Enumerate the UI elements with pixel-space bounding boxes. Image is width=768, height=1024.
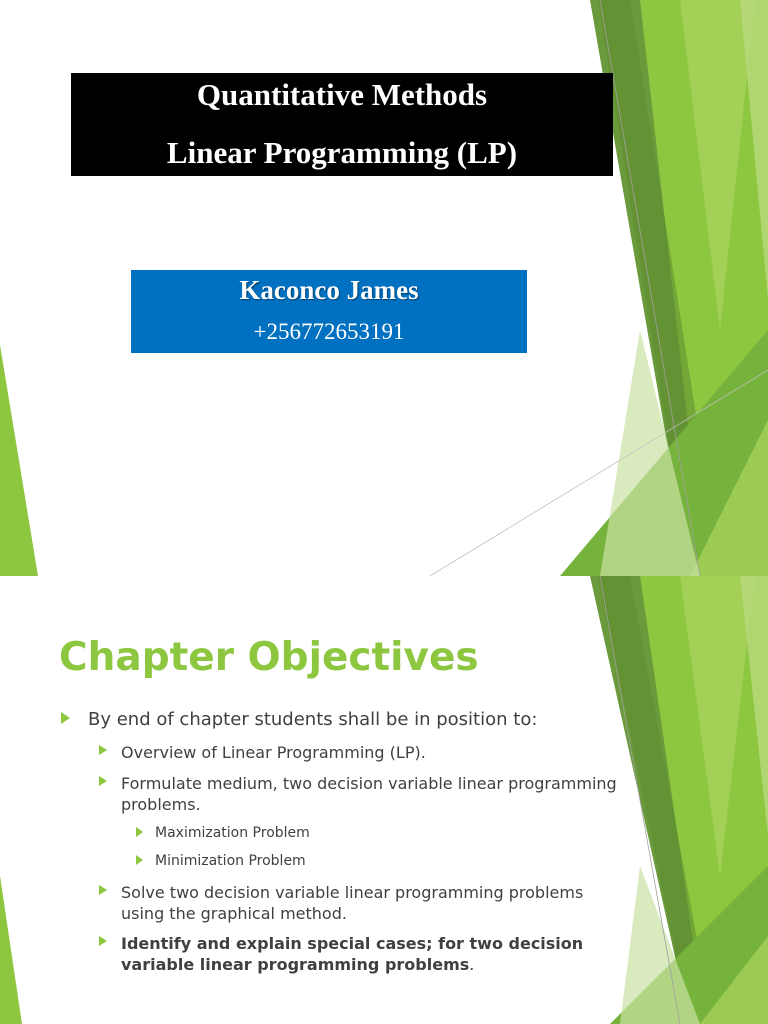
title-line-2: Linear Programming (LP) bbox=[166, 135, 518, 170]
list-item-text: Solve two decision variable linear programming problems using the graphical method. bbox=[121, 883, 584, 923]
author-box bbox=[131, 270, 527, 353]
list-item-overview bbox=[121, 742, 621, 763]
bullet-arrow-icon bbox=[136, 827, 143, 837]
list-item-text-tail: . bbox=[469, 955, 475, 974]
list-item-formulate bbox=[121, 773, 621, 815]
bullet-arrow-icon bbox=[99, 936, 107, 946]
list-item-text-bold: Identify and explain special cases; for two decision variable linear programming problems bbox=[121, 934, 584, 974]
author-name: Kaconco James bbox=[239, 275, 419, 305]
bullet-arrow-icon bbox=[99, 776, 107, 786]
bullet-arrow-icon bbox=[99, 885, 107, 895]
list-item-solve bbox=[121, 882, 621, 924]
list-item-special-cases bbox=[121, 933, 621, 975]
list-item-text: By end of chapter students shall be in position to: bbox=[88, 709, 538, 730]
chapter-title: Chapter Objectives bbox=[59, 635, 479, 680]
bullet-arrow-icon bbox=[61, 712, 70, 724]
list-item-minimization bbox=[155, 852, 555, 870]
list-item-text: Maximization Problem bbox=[155, 825, 310, 841]
bullet-arrow-icon bbox=[136, 855, 143, 865]
author-phone: +256772653191 bbox=[253, 319, 405, 344]
list-item-maximization bbox=[155, 824, 555, 842]
title-box bbox=[71, 73, 613, 176]
bullet-arrow-icon bbox=[99, 745, 107, 755]
list-item-text: Minimization Problem bbox=[155, 853, 306, 869]
objectives-slide bbox=[0, 576, 768, 1024]
list-item-text: Overview of Linear Programming (LP). bbox=[121, 743, 426, 762]
list-item-intro bbox=[88, 709, 608, 731]
title-line-1: Quantitative Methods bbox=[196, 77, 488, 112]
list-item-text: Formulate medium, two decision variable linear programming problems. bbox=[121, 774, 617, 814]
